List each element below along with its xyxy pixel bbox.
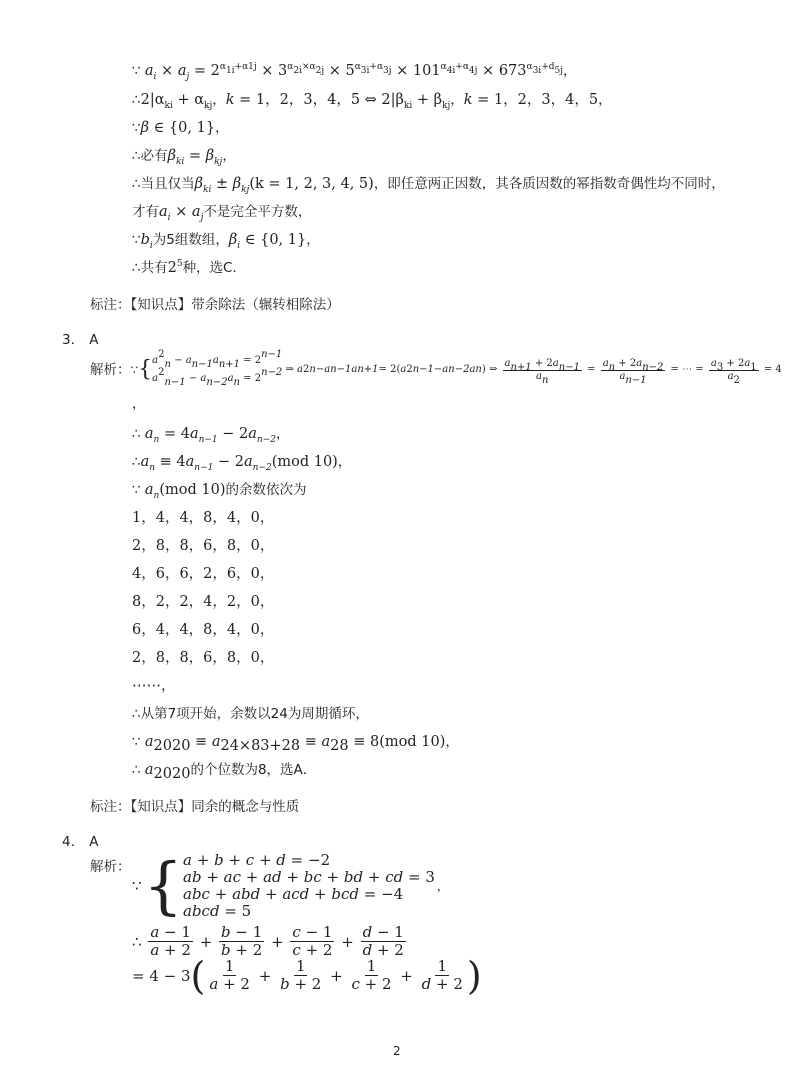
line-total-count: ∴共有$2^5$种，选C． <box>132 259 246 276</box>
line-product-factorization: ∵ $a_i \times a_j = 2^{\alpha_{1i}+\alpha 1j} \times 3^{\alpha_{2i}\times\alpha_{2j}} \times 5^{\alpha_{3i}+\alpha_{3j}} \times 101^{\alpha_{4i}+\alpha_{4j}} \times 673^{\alpha_{3i}+d_{5j}}$， <box>132 62 577 82</box>
q3-remainder-intro: ∵ $a_n(mod$ 10)的余数依次为 <box>132 482 307 501</box>
q3-recurrence-mod: $\therefore a_n \equiv 4a_{n-1} - 2a_{n-2}(mod$ 10)， <box>132 454 352 473</box>
q3-remainder-row: 2，8，8，6，8，0， <box>132 650 275 666</box>
question-answer: A <box>89 834 99 850</box>
line-must-equal: ∴必有$\beta_{ki} = \beta_{kj}$， <box>132 148 236 167</box>
line-beta-set: ∵β ∈ {0, 1}， <box>132 120 229 136</box>
q3-remainder-row: 8，2，2，4，2，0， <box>132 594 275 610</box>
question-4-header <box>62 833 98 851</box>
q3-recurrence: ∴ $a_n = 4a_{n-1} - 2a_{n-2}$， <box>132 426 290 445</box>
knowledge-note-q3: 标注：【知识点】同余的概念与性质 <box>90 799 300 815</box>
question-answer: A <box>89 332 99 348</box>
q4-jiexi-label: 解析： <box>90 859 131 875</box>
question-number: 4. <box>62 834 75 850</box>
q3-remainder-row: 2，8，8，6，8，0， <box>132 538 275 554</box>
line-not-perfect-square: 才有$a_i \times a_j$不是完全平方数， <box>132 204 312 223</box>
q3-remainder-row: 6，4，4，8，4，0， <box>132 622 275 638</box>
q4-rewritten-sum: = 4 − 3 ( $\frac{1}{a + 2}$ + $\frac{1}{b + 2}$ + $\frac{1}{c + 2}$ + $\frac{1}{d + 2}$ ) <box>132 953 482 998</box>
q3-remainder-row: ⋯⋯， <box>132 678 176 694</box>
q3-cycle: ∴从第7项开始，余数以24为周期循环， <box>132 706 369 722</box>
page-number: 2 <box>393 1044 401 1058</box>
line-divisibility-equivalence: $\therefore 2|\alpha_{ki} + \alpha_{kj}$，k = 1，2，3，4，5 ⇔ $2|\beta_{ki} + \beta_{kj}$，k = 1，2，3，4，5， <box>132 92 612 111</box>
q3-solution-derivation: 解析： ∵ { $a^2_n - a_{n-1}a_{n+1} = 2^{n-1}$ $a^2_{n-1} - a_{n-2}a_n = 2^{n-2}$ ⇒ a 2 n − a n−1 a n+1 = 2( a 2 n−1 − a n−2 a n ) ⇒ $\frac{a_{n+1} + 2a_{n-1}}{a_n}$ = $\frac{a_n + 2a_{n-2}}{a_{n-1}}$ = ⋯ = $\frac{a_3 + 2a_1}{a_2}$ = 4 <box>90 349 782 388</box>
line-bi-groups: $\because b_i$为5组数组，$\beta_i$ ∈ {0, 1}， <box>132 232 320 251</box>
question-number: 3. <box>62 332 75 348</box>
line-iff-condition: ∴当且仅当$\beta_{ki} \pm \beta_{kj}(k = 1$, 2, 3, 4, 5)，即任意两正因数，其各质因数的幂指数奇偶性均不同时， <box>132 176 725 195</box>
knowledge-note-q2: 标注：【知识点】带余除法（辗转相除法） <box>90 297 340 313</box>
q3-conclusion: ∴ $a_{2020}$的个位数为8，选A． <box>132 762 317 782</box>
q4-fraction-sum: ∴ $\frac{a - 1}{a + 2}$ + $\frac{b - 1}{b + 2}$ + $\frac{c - 1}{c + 2}$ + $\frac{d - 1}{d + 2}$ <box>132 923 404 960</box>
q3-remainder-row: 4，6，6，2，6，0， <box>132 566 275 582</box>
q3-a2020-congruence: ∵ $a_{2020} \equiv a_{24\times 83+28} \equiv a_{28} \equiv 8(mod$ 10)， <box>132 734 459 754</box>
question-3-header <box>62 331 98 349</box>
q4-vieta-system: ∵ { a + b + c + d = −2 ab + ac + ad + bc + bd + cd = 3 abc + abd + acd + bcd = −4 abcd = 5 ， <box>132 849 449 922</box>
q3-remainder-row: 1，4，4，8，4，0， <box>132 510 275 526</box>
q3-trailing-comma: ， <box>132 396 146 412</box>
